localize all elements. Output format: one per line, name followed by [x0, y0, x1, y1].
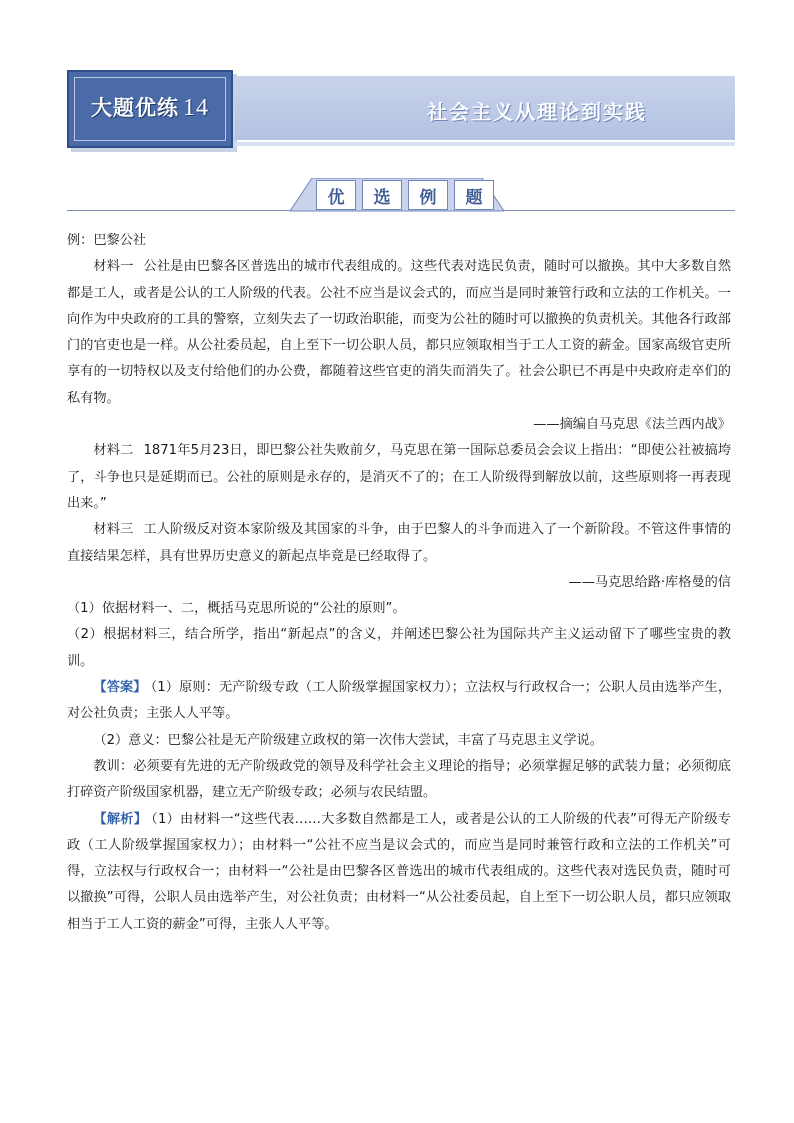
- document-body: [67, 228, 731, 938]
- material-1-source: ——摘编自马克思《法兰西内战》: [533, 417, 731, 433]
- section-char: 例: [408, 180, 448, 210]
- analysis-tag: 【解析】: [93, 811, 148, 827]
- question-2: （2）根据材料三，结合所学，指出“新起点”的含义，并阐述巴黎公社为国际共产主义运动留下了哪些宝贵的教训。: [67, 627, 731, 669]
- lesson-label-box: [67, 70, 233, 148]
- material-2-text: 1871年5月23日，即巴黎公社失败前夕，马克思在第一国际总委员会会议上指出：“即使公社被搞垮了，斗争也只是延期而已。公社的原则是永存的，是消灭不了的；在工人阶级得到解放以前，这些原则将一再表现出来。”: [67, 443, 732, 511]
- answer-tag: 【答案】: [93, 680, 147, 696]
- example-heading: 例：巴黎公社: [67, 233, 147, 248]
- material-2: [67, 438, 731, 517]
- material-1-text: 公社是由巴黎各区普选出的城市代表组成的。这些代表对选民负责，随时可以撤换。其中大多数自然都是工人，或者是公认的工人阶级的代表。公社不应当是议会式的，而应当是同时兼管行政和立法的工作机关。一向作为中央政府的工具的警察，立刻失去了一切政治职能，而变为公社的随时可以撤换的负责机关。其他各行政部门的官吏也是一样。从公社委员起，自上至下一切公职人员，都只应领取相当于工人工资的薪金。国家高级官吏所享有的一切特权以及支付给他们的办公费，都随着这些官吏的消失而消失了。社会公职已不再是中央政府走卒们的私有物。: [67, 259, 732, 406]
- page-title: 社会主义从理论到实践: [427, 100, 647, 124]
- material-3: [67, 517, 731, 570]
- answer-1: [67, 675, 731, 728]
- section-title: [316, 180, 494, 210]
- header-banner: [67, 70, 735, 148]
- title-bar: [235, 76, 735, 140]
- section-badge: [290, 178, 504, 212]
- analysis-1: [67, 807, 731, 938]
- material-3-text: 工人阶级反对资本家阶级及其国家的斗争，由于巴黎人的斗争而进入了一个新阶段。不管这件事情的直接结果怎样，具有世界历史意义的新起点毕竟是已经取得了。: [67, 522, 732, 564]
- material-1: [67, 254, 731, 412]
- lesson-number: 14: [183, 95, 209, 121]
- analysis-1-text: （1）由材料一“这些代表……大多数自然都是工人，或者是公认的工人阶级的代表”可得无产阶级专政（工人阶级掌握国家权力）；由材料一“公社不应当是议会式的，而应当是同时兼管行政和立法的工作机关”可得，立法权与行政权合一；由材料一“公社是由巴黎各区普选出的城市代表组成的。这些代表对选民负责，随时可以撤换”可得，公职人员由选举产生，对公社负责；由材料一“从公社委员起，自上至下一切公职人员，都只应领取相当于工人工资的薪金”可得，主张人人平等。: [67, 811, 732, 932]
- section-char: 题: [454, 180, 494, 210]
- answer-1-text: （1）原则：无产阶级专政（工人阶级掌握国家权力）；立法权与行政权合一；公职人员由选举产生，对公社负责；主张人人平等。: [67, 680, 732, 722]
- lesson-label: [69, 92, 231, 122]
- material-3-source: ——马克思给路·库格曼的信: [568, 574, 731, 590]
- section-char: 优: [316, 180, 356, 210]
- answer-2: （2）意义：巴黎公社是无产阶级建立政权的第一次伟大尝试，丰富了马克思主义学说。: [93, 732, 603, 748]
- answer-3: 教训：必须要有先进的无产阶级政党的领导及科学社会主义理论的指导；必须掌握足够的武装力量；必须彻底打碎资产阶级国家机器，建立无产阶级专政；必须与农民结盟。: [67, 758, 731, 801]
- question-1: （1）依据材料一、二，概括马克思所说的“公社的原则”。: [67, 601, 406, 617]
- material-2-label: 材料二: [93, 443, 134, 459]
- material-3-label: 材料三: [93, 522, 134, 538]
- material-1-label: 材料一: [93, 259, 134, 275]
- section-char: 选: [362, 180, 402, 210]
- lesson-label-text: 大题优练: [91, 95, 179, 120]
